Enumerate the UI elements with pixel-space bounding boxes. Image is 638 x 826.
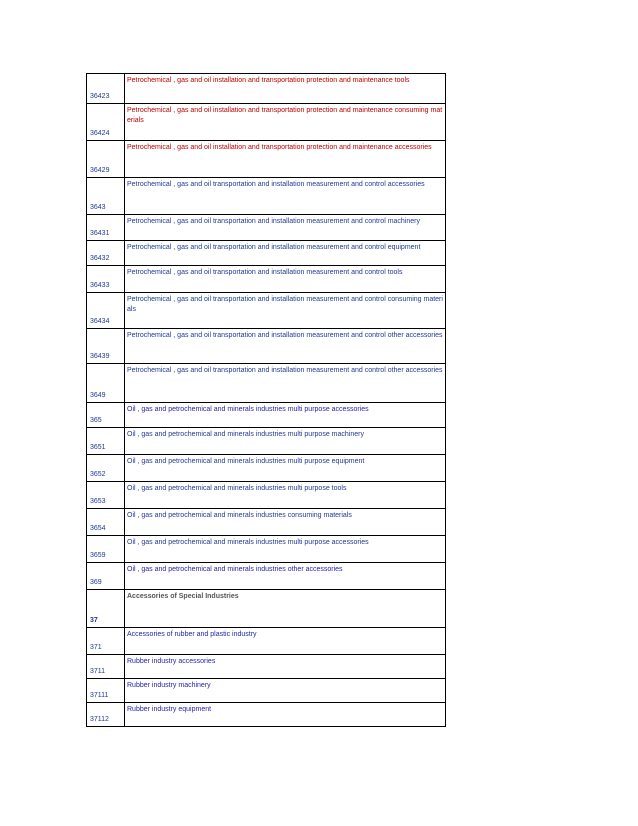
category-code: 36423 [87,74,125,104]
category-description: Petrochemical , gas and oil transportation and installation measurement and control other accessories [125,329,446,364]
category-code: 365 [87,403,125,428]
category-code: 37112 [87,703,125,727]
table-row [87,628,446,655]
table-row [87,536,446,563]
category-code: 3651 [87,428,125,455]
category-code: 369 [87,563,125,590]
category-code: 3643 [87,178,125,215]
category-code: 3654 [87,509,125,536]
table-row [87,482,446,509]
category-description: Petrochemical , gas and oil transportation and installation measurement and control accessories [125,178,446,215]
category-code: 3652 [87,455,125,482]
category-description: Oil , gas and petrochemical and minerals industries multi purpose accessories [125,403,446,428]
table-row [87,703,446,727]
category-description: Rubber industry machinery [125,679,446,703]
category-code: 36439 [87,329,125,364]
category-description: Petrochemical , gas and oil transportation and installation measurement and control tools [125,266,446,293]
category-description: Petrochemical , gas and oil transportation and installation measurement and control machinery [125,215,446,241]
category-description: Oil , gas and petrochemical and minerals industries other accessories [125,563,446,590]
table-row [87,266,446,293]
table-row [87,141,446,178]
category-description: Oil , gas and petrochemical and minerals industries multi purpose accessories [125,536,446,563]
category-code: 37 [87,590,125,628]
category-code: 371 [87,628,125,655]
category-description: Petrochemical , gas and oil transportation and installation measurement and control other accessories [125,364,446,403]
category-code: 36431 [87,215,125,241]
category-code: 36424 [87,104,125,141]
category-code: 3659 [87,536,125,563]
category-description: Petrochemical , gas and oil installation and transportation protection and maintenance consuming materials [125,104,446,141]
table-row [87,364,446,403]
table-row [87,679,446,703]
table-row [87,455,446,482]
category-description: Rubber industry accessories [125,655,446,679]
table-row [87,215,446,241]
category-description: Petrochemical , gas and oil transportation and installation measurement and control consuming materials [125,293,446,329]
category-code: 36432 [87,241,125,266]
category-description: Oil , gas and petrochemical and minerals industries multi purpose tools [125,482,446,509]
table-row [87,329,446,364]
table-row [87,428,446,455]
category-code: 3649 [87,364,125,403]
category-code: 37111 [87,679,125,703]
category-code: 36429 [87,141,125,178]
category-description: Rubber industry equipment [125,703,446,727]
category-code: 3711 [87,655,125,679]
table-row [87,104,446,141]
section-heading: Accessories of Special Industries [125,590,446,628]
category-code: 36433 [87,266,125,293]
category-description: Accessories of rubber and plastic industry [125,628,446,655]
category-code: 36434 [87,293,125,329]
table-row [87,293,446,329]
category-description: Oil , gas and petrochemical and minerals industries consuming materials [125,509,446,536]
table-row [87,178,446,215]
table-row [87,241,446,266]
category-description: Petrochemical , gas and oil transportation and installation measurement and control equipment [125,241,446,266]
table-row [87,590,446,628]
table-row [87,563,446,590]
category-code: 3653 [87,482,125,509]
category-table [86,73,446,727]
table-row [87,403,446,428]
table-row [87,509,446,536]
category-description: Petrochemical , gas and oil installation and transportation protection and maintenance accessories [125,141,446,178]
table-row [87,74,446,104]
category-description: Oil , gas and petrochemical and minerals industries multi purpose equipment [125,455,446,482]
category-description: Oil , gas and petrochemical and minerals industries multi purpose machinery [125,428,446,455]
table-row [87,655,446,679]
category-description: Petrochemical , gas and oil installation and transportation protection and maintenance tools [125,74,446,104]
